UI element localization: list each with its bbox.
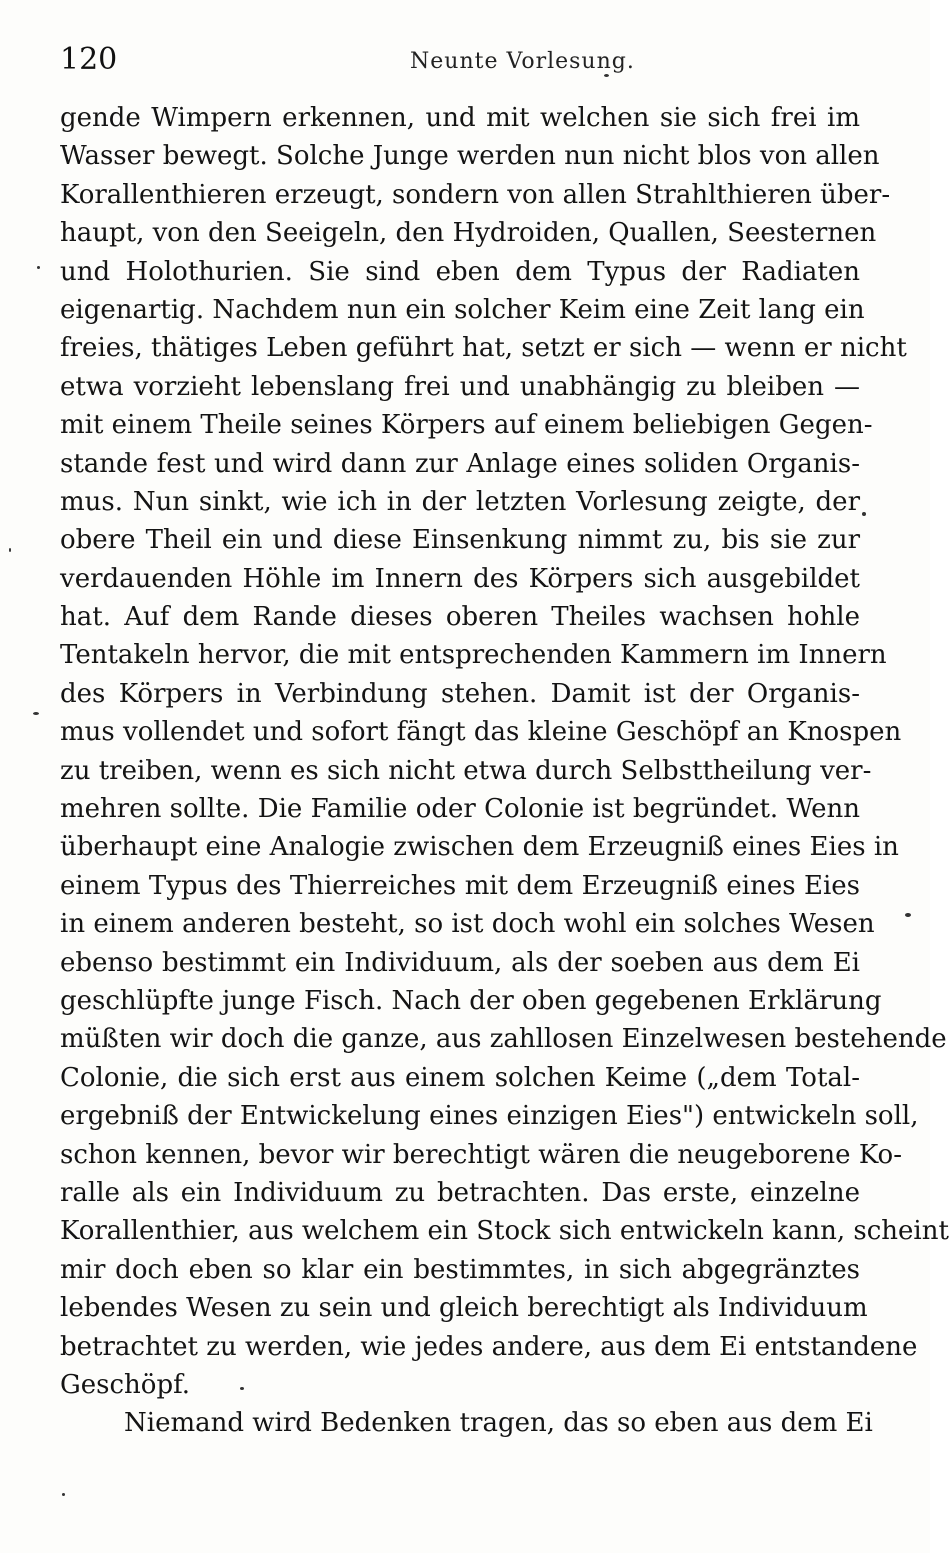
- text-line: obere Theil ein und diese Einsenkung nimmt zu, bis sie zur: [60, 525, 860, 556]
- text-line: Korallenthieren erzeugt, sondern von allen Strahlthieren über-: [60, 179, 891, 210]
- text-line: Korallenthier, aus welchem ein Stock sich entwickeln kann, scheint: [60, 1216, 949, 1247]
- text-line: einem Typus des Thierreiches mit dem Erzeugniß eines Eies: [60, 870, 860, 901]
- text-line: Colonie, die sich erst aus einem solchen Keime („dem Total-: [60, 1062, 860, 1093]
- text-line: verdauenden Höhle im Innern des Körpers sich ausgebildet: [60, 563, 860, 594]
- scan-speck: [240, 1387, 244, 1390]
- scan-speck: [9, 548, 11, 552]
- scan-speck: [862, 512, 866, 516]
- text-line: Niemand wird Bedenken tragen, das so eben aus dem Ei: [124, 1408, 873, 1439]
- text-line: des Körpers in Verbindung stehen. Damit ist der Organis-: [60, 678, 860, 709]
- text-line: und Holothurien. Sie sind eben dem Typus der Radiaten: [60, 256, 860, 287]
- scan-speck: [62, 1493, 65, 1496]
- text-line: ebenso bestimmt ein Individuum, als der soeben aus dem Ei: [60, 947, 860, 978]
- text-line: Tentakeln hervor, die mit entsprechenden Kammern im Innern: [60, 640, 887, 671]
- page-number: 120: [60, 42, 118, 77]
- text-line: lebendes Wesen zu sein und gleich berechtigt als Individuum: [60, 1293, 868, 1324]
- text-line: überhaupt eine Analogie zwischen dem Erzeugniß eines Eies in: [60, 832, 899, 863]
- running-head: [60, 38, 860, 82]
- scan-speck: [33, 712, 39, 715]
- running-title: Neunte Vorlesung.: [410, 49, 635, 74]
- scan-speck: [604, 74, 609, 77]
- text-line: müßten wir doch die ganze, aus zahllosen Einzelwesen bestehende: [60, 1024, 947, 1055]
- text-line: freies, thätiges Leben geführt hat, setzt er sich — wenn er nicht: [60, 333, 907, 364]
- text-line: eigenartig. Nachdem nun ein solcher Keim eine Zeit lang ein: [60, 294, 865, 325]
- text-line: ergebniß der Entwickelung eines einzigen Eies") entwickeln soll,: [60, 1101, 919, 1132]
- text-line: schon kennen, bevor wir berechtigt wären die neugeborene Ko-: [60, 1139, 902, 1170]
- text-line: mus vollendet und sofort fängt das kleine Geschöpf an Knospen: [60, 717, 902, 748]
- scan-speck: [905, 913, 911, 917]
- scan-speck: [37, 266, 40, 269]
- text-line: geschlüpfte junge Fisch. Nach der oben gegebenen Erklärung: [60, 985, 882, 1016]
- text-line: Geschöpf.: [60, 1369, 191, 1400]
- body-text: [60, 99, 949, 1443]
- text-line: Wasser bewegt. Solche Junge werden nun nicht blos von allen: [60, 141, 880, 172]
- text-line: mit einem Theile seines Körpers auf einem beliebigen Gegen-: [60, 410, 873, 441]
- text-line: mus. Nun sinkt, wie ich in der letzten Vorlesung zeigte, der: [60, 486, 860, 517]
- text-line: etwa vorzieht lebenslang frei und unabhängig zu bleiben —: [60, 371, 860, 402]
- text-line: in einem anderen besteht, so ist doch wohl ein solches Wesen: [60, 909, 875, 940]
- text-line: betrachtet zu werden, wie jedes andere, aus dem Ei entstandene: [60, 1331, 918, 1362]
- text-line: hat. Auf dem Rande dieses oberen Theiles wachsen hohle: [60, 602, 860, 633]
- text-line: mir doch eben so klar ein bestimmtes, in sich abgegränztes: [60, 1254, 860, 1285]
- text-line: haupt, von den Seeigeln, den Hydroiden, Quallen, Seesternen: [60, 218, 877, 249]
- text-line: mehren sollte. Die Familie oder Colonie ist begründet. Wenn: [60, 794, 860, 825]
- text-line: zu treiben, wenn es sich nicht etwa durch Selbsttheilung ver-: [60, 755, 872, 786]
- text-line: gende Wimpern erkennen, und mit welchen sie sich frei im: [60, 103, 860, 133]
- text-line: stande fest und wird dann zur Anlage eines soliden Organis-: [60, 448, 860, 479]
- text-line: ralle als ein Individuum zu betrachten. Das erste, einzelne: [60, 1177, 860, 1208]
